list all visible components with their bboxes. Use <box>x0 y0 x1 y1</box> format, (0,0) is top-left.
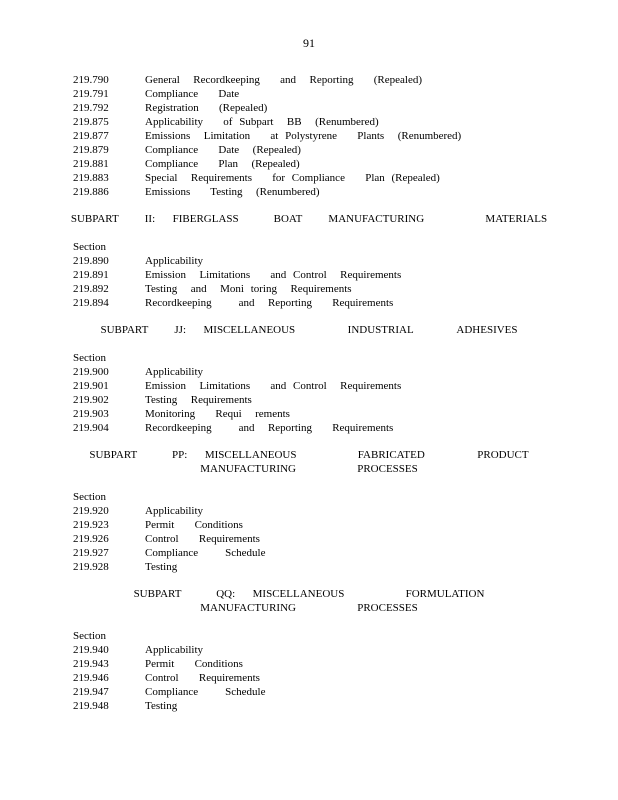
toc-row <box>73 671 553 685</box>
toc-row <box>73 393 553 407</box>
section-title: Emission Limitations and Control Requirements <box>145 380 402 392</box>
toc-row <box>73 379 553 393</box>
toc-subpart-ii-block <box>73 240 553 310</box>
section-number: 219.948 <box>73 700 109 712</box>
section-number: 219.904 <box>73 422 109 434</box>
section-label: Section <box>73 241 106 253</box>
section-number: 219.881 <box>73 158 109 170</box>
section-title: Recordkeeping and Reporting Requirements <box>145 422 394 434</box>
toc-row <box>73 407 553 421</box>
toc-row <box>73 87 553 101</box>
section-number: 219.875 <box>73 116 109 128</box>
section-title: Compliance Schedule <box>145 686 266 698</box>
section-title: Applicability of Subpart BB (Renumbered) <box>145 116 379 128</box>
section-title: Compliance Plan (Repealed) <box>145 158 300 170</box>
toc-row <box>73 296 553 310</box>
subpart-heading: SUBPART II: FIBERGLASS BOAT MANUFACTURING MATERIALS <box>70 213 548 225</box>
section-title: Emission Limitations and Control Requirements <box>145 269 402 281</box>
toc-row <box>73 365 553 379</box>
section-number: 219.886 <box>73 186 109 198</box>
section-title: Emissions Testing (Renumbered) <box>145 186 320 198</box>
section-number: 219.903 <box>73 408 109 420</box>
section-title: Testing <box>145 700 178 712</box>
toc-row <box>73 421 553 435</box>
subpart-heading: SUBPART JJ: MISCELLANEOUS INDUSTRIAL ADHESIVES <box>100 324 518 336</box>
section-number: 219.879 <box>73 144 109 156</box>
section-title: Applicability <box>145 366 204 378</box>
toc-row <box>73 73 553 87</box>
toc-row <box>73 268 553 282</box>
section-number: 219.946 <box>73 672 109 684</box>
section-number: 219.792 <box>73 102 109 114</box>
section-number: 219.927 <box>73 547 109 559</box>
section-number: 219.926 <box>73 533 109 545</box>
subpart-heading-line2: MANUFACTURING PROCESSES <box>200 463 418 475</box>
section-title: Recordkeeping and Reporting Requirements <box>145 297 394 309</box>
section-title: General Recordkeeping and Reporting (Repealed) <box>145 74 423 86</box>
toc-row <box>73 115 553 129</box>
toc-row <box>73 185 553 199</box>
section-title: Compliance Date <box>145 88 240 100</box>
section-title: Emissions Limitation at Polystyrene Plants (Renumbered) <box>145 130 462 142</box>
toc-top-block <box>73 73 553 199</box>
toc-row <box>73 699 553 713</box>
section-title: Compliance Schedule <box>145 547 266 559</box>
section-title: Applicability <box>145 255 204 267</box>
toc-subpart-qq-block <box>73 629 553 713</box>
section-number: 219.894 <box>73 297 109 309</box>
section-number: 219.943 <box>73 658 109 670</box>
section-number: 219.892 <box>73 283 109 295</box>
section-title: Permit Conditions <box>145 519 243 531</box>
toc-row <box>73 282 553 296</box>
section-title: Monitoring Requi rements <box>145 408 290 420</box>
section-number: 219.891 <box>73 269 109 281</box>
toc-row <box>73 171 553 185</box>
section-number: 219.890 <box>73 255 109 267</box>
toc-row <box>73 518 553 532</box>
section-title: Testing <box>145 561 178 573</box>
toc-row <box>73 546 553 560</box>
toc-row <box>73 560 553 574</box>
toc-row <box>73 643 553 657</box>
section-number: 219.920 <box>73 505 109 517</box>
section-number: 219.940 <box>73 644 109 656</box>
section-title: Special Requirements for Compliance Plan (Repealed) <box>145 172 440 184</box>
page-number: 91 <box>303 36 315 50</box>
subpart-heading: SUBPART PP: MISCELLANEOUS FABRICATED PRODUCT <box>89 449 529 461</box>
section-number: 219.900 <box>73 366 109 378</box>
section-number: 219.790 <box>73 74 109 86</box>
toc-row <box>73 532 553 546</box>
toc-subpart-jj-block <box>73 351 553 435</box>
section-number: 219.877 <box>73 130 109 142</box>
toc-subpart-pp-block <box>73 490 553 574</box>
section-number: 219.902 <box>73 394 109 406</box>
section-number: 219.791 <box>73 88 109 100</box>
section-number: 219.883 <box>73 172 109 184</box>
toc-row <box>73 657 553 671</box>
section-label: Section <box>73 491 106 503</box>
section-title: Permit Conditions <box>145 658 243 670</box>
section-label: Section <box>73 352 106 364</box>
subpart-heading-line2: MANUFACTURING PROCESSES <box>200 602 418 614</box>
toc-row <box>73 504 553 518</box>
section-title: Control Requirements <box>145 533 260 545</box>
section-number: 219.947 <box>73 686 109 698</box>
section-number: 219.928 <box>73 561 109 573</box>
toc-row <box>73 129 553 143</box>
subpart-heading: SUBPART QQ: MISCELLANEOUS FORMULATION <box>133 588 485 600</box>
section-title: Applicability <box>145 505 204 517</box>
section-title: Testing and Moni toring Requirements <box>145 283 352 295</box>
toc-row <box>73 101 553 115</box>
toc-row <box>73 143 553 157</box>
section-title: Registration (Repealed) <box>145 102 268 114</box>
section-label: Section <box>73 630 106 642</box>
section-title: Control Requirements <box>145 672 260 684</box>
section-number: 219.923 <box>73 519 109 531</box>
toc-row <box>73 157 553 171</box>
section-title: Compliance Date (Repealed) <box>145 144 301 156</box>
section-number: 219.901 <box>73 380 109 392</box>
toc-row <box>73 685 553 699</box>
section-title: Applicability <box>145 644 204 656</box>
section-title: Testing Requirements <box>145 394 252 406</box>
toc-row <box>73 254 553 268</box>
